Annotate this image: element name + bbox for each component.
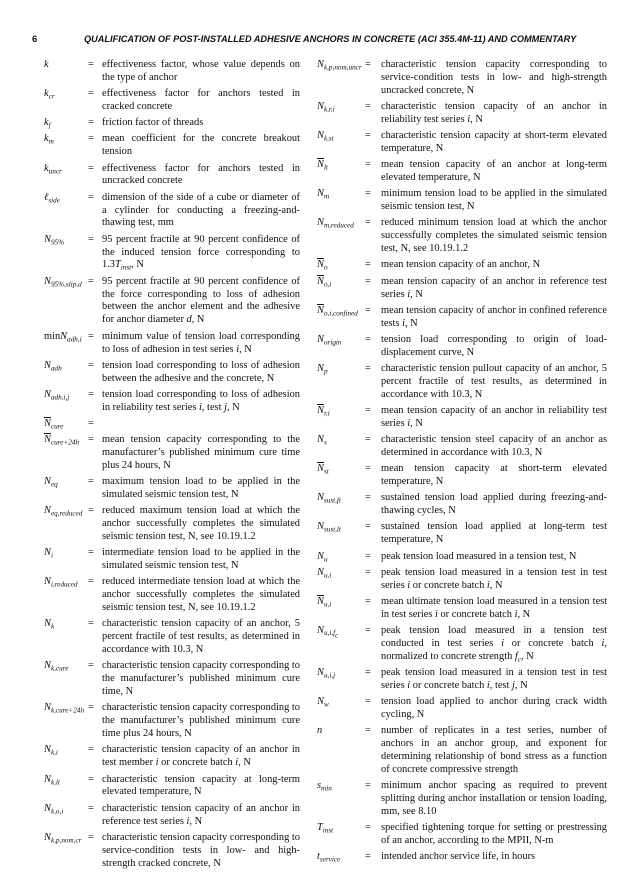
equals-sign: = xyxy=(365,550,371,562)
notation-definition: sustained tension load applied at long-term test temperature, N xyxy=(381,521,607,546)
equals-sign: = xyxy=(88,330,94,342)
notation-symbol: n xyxy=(317,725,323,737)
equals-sign: = xyxy=(88,117,94,129)
equals-sign: = xyxy=(365,696,371,708)
equals-sign: = xyxy=(88,233,94,245)
notation-symbol: $N_w$ xyxy=(317,696,329,709)
notation-entry xyxy=(44,547,300,573)
notation-entry xyxy=(317,551,607,564)
notation-entry xyxy=(317,567,607,593)
notation-entry xyxy=(44,59,300,85)
notation-definition: characteristic tension pullout capacity of an anchor, 5 percent fractile of test results, as determined in accordance with 10.3, N xyxy=(381,363,607,400)
notation-symbol: $k_{cr}$ xyxy=(44,88,55,101)
notation-definition: tension load corresponding to loss of adhesion between the adhesive and the concrete, N xyxy=(102,359,300,384)
notation-definition: characteristic tension capacity corresponding to service-condition tests in low- and high-strength uncracked concrete, N xyxy=(381,59,607,96)
notation-definition: mean tension capacity of an anchor in reference test series i, N xyxy=(381,275,607,300)
notation-definition: tension load corresponding to origin of load-displacement curve, N xyxy=(381,333,607,358)
notation-symbol: $k_m$ xyxy=(44,133,54,146)
equals-sign: = xyxy=(365,851,371,863)
notation-entry xyxy=(44,660,300,699)
notation-entry xyxy=(317,101,607,127)
running-title: QUALIFICATION OF POST-INSTALLED ADHESIVE ANCHORS IN CONCRETE (ACI 355.4M-11) AND COMMENTARY xyxy=(84,34,577,44)
notation-symbol: $N_{k,r,i}$ xyxy=(317,101,335,114)
notation-entry xyxy=(44,744,300,770)
notation-definition: characteristic tension capacity corresponding to the manufacturer’s published minimum cure time plus 24 hours, N xyxy=(102,702,300,740)
notation-symbol: $s_{min}$ xyxy=(317,780,332,793)
notation-symbol: $k_f$ xyxy=(44,117,51,130)
equals-sign: = xyxy=(365,130,371,142)
notation-definition: reduced minimum tension load at which the anchor successfully completes the simulated seismic tension test, N, see 10.19.1.2 xyxy=(381,217,607,255)
notation-entry xyxy=(317,188,607,214)
equals-sign: = xyxy=(88,162,94,174)
notation-symbol: $N_{95\%}$ xyxy=(44,233,65,247)
notation-definition: effectiveness factor for anchors tested in cracked concrete xyxy=(102,88,300,113)
notation-symbol: k xyxy=(44,59,49,70)
notation-symbol: $N_{eq,reduced}$ xyxy=(44,505,83,518)
notation-entry xyxy=(317,363,607,402)
notation-definition: minimum anchor spacing as required to prevent splitting during anchor installation or tension loading, mm, see 8.10 xyxy=(381,780,607,817)
notation-definition: sustained tension load applied during freezing-and-thawing cycles, N xyxy=(381,492,607,517)
notation-column-right xyxy=(317,59,607,867)
notation-symbol: $N_{u,i,f_c}$ xyxy=(317,624,339,640)
notation-symbol: $\overline{N}_{cure+24h}$ xyxy=(44,434,80,447)
notation-entry xyxy=(44,505,300,544)
notation-entry xyxy=(44,88,300,114)
notation-entry xyxy=(44,702,300,741)
notation-entry xyxy=(317,217,607,256)
equals-sign: = xyxy=(365,566,371,578)
notation-definition: mean tension capacity at short-term elevated temperature, N xyxy=(381,463,607,488)
equals-sign: = xyxy=(365,333,371,345)
equals-sign: = xyxy=(88,576,94,588)
notation-entry xyxy=(44,192,300,231)
notation-entry xyxy=(44,389,300,415)
notation-entry xyxy=(44,163,300,189)
notation-entry xyxy=(44,418,300,431)
equals-sign: = xyxy=(365,259,371,271)
notation-definition: 95 percent fractile at 90 percent confidence of the force corresponding to loss of adhesion between the anchor element and the adhesive for anchor diameter d, N xyxy=(102,275,300,326)
notation-entry xyxy=(44,434,300,473)
notation-entry xyxy=(317,130,607,156)
equals-sign: = xyxy=(365,59,371,70)
notation-symbol: $N_{sust,ft}$ xyxy=(317,492,341,505)
notation-definition: characteristic tension steel capacity of an anchor as determined in accordance with 10.3, N xyxy=(381,434,607,459)
notation-definition: mean tension capacity of an anchor, N xyxy=(381,259,541,271)
notation-symbol: $N_{eq}$ xyxy=(44,476,58,489)
notation-symbol: $N_{m,reduced}$ xyxy=(317,217,354,230)
notation-entry xyxy=(317,463,607,489)
notation-entry xyxy=(317,334,607,360)
notation-symbol: $\overline{N}_{st}$ xyxy=(317,463,329,476)
notation-entry xyxy=(317,259,607,272)
equals-sign: = xyxy=(88,547,94,559)
equals-sign: = xyxy=(365,780,371,792)
notation-definition: mean tension capacity of an anchor in reliability test series i, N xyxy=(381,405,607,429)
notation-symbol: $N_s$ xyxy=(317,434,327,447)
notation-entry xyxy=(44,618,300,657)
equals-sign: = xyxy=(88,88,94,100)
notation-symbol: $N_{adh,i,j}$ xyxy=(44,388,70,402)
notation-definition: characteristic tension capacity of an anchor, 5 percent fractile of test results, as determined in accordance with 10.3, N xyxy=(102,618,300,656)
notation-entry xyxy=(317,696,607,722)
notation-symbol: $N_m$ xyxy=(317,188,330,201)
notation-symbol: $N_{u,i}$ xyxy=(317,566,332,580)
notation-symbol: $N_{sust,lt}$ xyxy=(317,521,341,534)
equals-sign: = xyxy=(365,521,371,533)
equals-sign: = xyxy=(365,822,371,834)
notation-symbol: minN$_{adh,i}$ xyxy=(44,330,82,344)
notation-definition: characteristic tension capacity corresponding to the manufacturer’s published minimum cure time, N xyxy=(102,660,300,698)
notation-definition xyxy=(102,418,300,431)
notation-definition: mean tension capacity of an anchor at long-term elevated temperature, N xyxy=(381,159,607,184)
notation-entry xyxy=(44,360,300,386)
equals-sign: = xyxy=(88,133,94,145)
equals-sign: = xyxy=(88,773,94,785)
notation-definition: dimension of the side of a cube or diameter of a cylinder for conducting a freezing-and-thawing test, mm xyxy=(102,191,300,229)
equals-sign: = xyxy=(365,101,371,113)
notation-entry xyxy=(317,521,607,547)
equals-sign: = xyxy=(365,217,371,229)
equals-sign: = xyxy=(88,417,94,429)
equals-sign: = xyxy=(88,59,94,70)
equals-sign: = xyxy=(365,725,371,737)
notation-definition: characteristic tension capacity corresponding to service-condition tests in low- and high-strength cracked concrete, N xyxy=(102,831,300,869)
notation-entry xyxy=(317,159,607,185)
notation-symbol: $N_{k,cure+24h}$ xyxy=(44,702,85,715)
notation-entry xyxy=(44,276,300,328)
notation-entry xyxy=(44,803,300,829)
notation-symbol: $N_{k,p,nom,uncr}$ xyxy=(317,59,362,72)
notation-symbol: $\overline{N}_{cure}$ xyxy=(44,417,64,431)
equals-sign: = xyxy=(365,159,371,171)
notation-entry xyxy=(317,492,607,518)
notation-entry xyxy=(317,667,607,693)
notation-symbol: $T_{inst}$ xyxy=(317,822,334,835)
notation-entry xyxy=(44,576,300,615)
notation-definition: characteristic tension capacity at long-term elevated temperature, N xyxy=(102,773,300,798)
notation-definition: mean ultimate tension load measured in a tension test in test series i or concrete batch i, N xyxy=(381,595,607,620)
notation-definition: mean tension capacity corresponding to the manufacturer’s published minimum cure time plus 24 hours, N xyxy=(102,434,300,471)
notation-entry xyxy=(317,434,607,460)
equals-sign: = xyxy=(88,476,94,488)
notation-entry xyxy=(317,276,607,302)
notation-definition: peak tension load measured in a tension test in test series i or concrete batch i, test j, N xyxy=(381,667,607,691)
notation-definition: minimum value of tension load corresponding to loss of adhesion in test series i, N xyxy=(102,330,300,355)
notation-entry xyxy=(317,305,607,331)
notation-column-left xyxy=(44,59,300,874)
notation-entry xyxy=(44,133,300,159)
notation-symbol: $k_{uncr}$ xyxy=(44,162,62,176)
notation-entry xyxy=(317,405,607,431)
equals-sign: = xyxy=(88,660,94,672)
notation-symbol: ℓ$_{side}$ xyxy=(44,191,60,205)
equals-sign: = xyxy=(365,624,371,636)
notation-definition: maximum tension load to be applied in the simulated seismic tension test, N xyxy=(102,476,300,501)
notation-definition: 95 percent fractile at 90 percent confidence of the induced tension force corresponding to $1.3T_{inst}$, N xyxy=(102,233,300,272)
notation-symbol: $N_{k,o,i}$ xyxy=(44,802,64,816)
equals-sign: = xyxy=(365,188,371,200)
notation-entry xyxy=(44,234,300,273)
notation-definition: reduced intermediate tension load at which the anchor successfully completes the simulated seismic tension test, N, see 10.19.1.2 xyxy=(102,576,300,614)
notation-entry xyxy=(44,117,300,130)
notation-symbol: $N_u$ xyxy=(317,550,328,564)
notation-symbol: $N_{k,p,nom,cr}$ xyxy=(44,831,82,845)
equals-sign: = xyxy=(88,275,94,287)
notation-symbol: $\overline{N}_o$ xyxy=(317,259,328,272)
notation-entry xyxy=(44,476,300,502)
notation-definition: tension load applied to anchor during crack width cycling, N xyxy=(381,696,607,721)
equals-sign: = xyxy=(365,275,371,287)
notation-symbol: $\overline{N}_{lt}$ xyxy=(317,159,328,172)
equals-sign: = xyxy=(88,802,94,814)
notation-definition: number of replicates in a test series, number of anchors in an anchor group, and exponent for determining relationship of bond stress as a function of concrete compressive strength xyxy=(381,725,607,775)
notation-definition: characteristic tension capacity of an anchor in reliability test series i, N xyxy=(381,101,607,125)
equals-sign: = xyxy=(365,595,371,607)
notation-definition: effectiveness factor for anchors tested in uncracked concrete xyxy=(102,162,300,187)
notation-symbol: $\overline{N}_{o,i}$ xyxy=(317,275,332,289)
notation-symbol: $N_p$ xyxy=(317,363,328,376)
notation-symbol: $N_{i,reduced}$ xyxy=(44,576,78,589)
notation-definition: specified tightening torque for setting or prestressing of an anchor, according to the MPII, N-m xyxy=(381,822,607,847)
equals-sign: = xyxy=(365,667,371,678)
notation-definition: mean coefficient for the concrete breakout tension xyxy=(102,133,300,158)
notation-entry xyxy=(44,774,300,800)
equals-sign: = xyxy=(365,304,371,316)
notation-symbol: $N_{k,lt}$ xyxy=(44,773,60,787)
equals-sign: = xyxy=(88,831,94,843)
notation-entry xyxy=(317,822,607,848)
equals-sign: = xyxy=(88,434,94,446)
equals-sign: = xyxy=(88,191,94,203)
notation-definition: peak tension load measured in a tension test conducted in test series i or concrete batch i, normalized to concrete strength $f_c$, N xyxy=(381,624,608,664)
notation-symbol: $N_{k,st}$ xyxy=(317,130,334,143)
equals-sign: = xyxy=(365,434,371,446)
notation-entry xyxy=(44,331,300,357)
equals-sign: = xyxy=(365,463,371,475)
notation-definition: effectiveness factor, whose value depends on the type of anchor xyxy=(102,59,300,83)
notation-definition: peak tension load measured in a tension test, N xyxy=(381,550,577,562)
notation-definition: characteristic tension capacity of an anchor in reference test series i, N xyxy=(102,802,300,827)
equals-sign: = xyxy=(88,505,94,517)
notation-entry xyxy=(317,59,607,98)
notation-entry xyxy=(317,851,607,864)
notation-symbol: $N_{adh}$ xyxy=(44,359,62,373)
notation-symbol: $N_i$ xyxy=(44,547,53,560)
notation-symbol: $N_k$ xyxy=(44,618,55,631)
equals-sign: = xyxy=(88,702,94,714)
notation-entry xyxy=(317,596,607,622)
page-number: 6 xyxy=(32,34,38,45)
notation-definition: reduced maximum tension load at which the anchor successfully completes the simulated seismic tension test, N, see 10.19.1.2 xyxy=(102,505,300,543)
notation-definition: minimum tension load to be applied in the simulated seismic tension test, N xyxy=(381,188,607,213)
notation-symbol: $N_{95\%,slip,d}$ xyxy=(44,275,82,289)
equals-sign: = xyxy=(88,359,94,371)
notation-definition: peak tension load measured in a tension test in test series i or concrete batch i, N xyxy=(381,566,607,591)
notation-symbol: $N_{k,i}$ xyxy=(44,744,58,757)
notation-symbol: $\overline{N}_{o,i,confined}$ xyxy=(317,304,358,318)
equals-sign: = xyxy=(88,744,94,756)
equals-sign: = xyxy=(88,618,94,630)
equals-sign: = xyxy=(365,405,371,417)
notation-symbol: $N_{u,i,j}$ xyxy=(317,667,336,680)
notation-definition: intermediate tension load to be applied in the simulated seismic tension test, N xyxy=(102,547,300,572)
notation-entry xyxy=(317,625,607,664)
notation-definition: mean tension capacity of anchor in confined reference tests i, N xyxy=(381,304,607,329)
equals-sign: = xyxy=(88,388,94,400)
notation-symbol: $\overline{N}_{u,i}$ xyxy=(317,595,332,609)
equals-sign: = xyxy=(365,492,371,504)
notation-definition: characteristic tension capacity at short-term elevated temperature, N xyxy=(381,130,607,155)
notation-entry xyxy=(317,725,607,777)
notation-symbol: $\overline{N}_{r,i}$ xyxy=(317,405,330,418)
notation-definition: tension load corresponding to loss of adhesion in reliability test series i, test j, N xyxy=(102,388,300,413)
notation-definition: characteristic tension capacity of an anchor in test member i or concrete batch i, N xyxy=(102,744,300,769)
notation-symbol: $t_{service}$ xyxy=(317,851,341,864)
notation-entry xyxy=(317,780,607,819)
notation-definition: intended anchor service life, in hours xyxy=(381,851,536,863)
equals-sign: = xyxy=(365,363,371,374)
notation-entry xyxy=(44,832,300,871)
notation-definition: friction factor of threads xyxy=(102,117,204,129)
notation-symbol: $N_{k,cure}$ xyxy=(44,660,69,673)
notation-symbol: $N_{origin}$ xyxy=(317,333,342,347)
page-header xyxy=(0,34,638,48)
